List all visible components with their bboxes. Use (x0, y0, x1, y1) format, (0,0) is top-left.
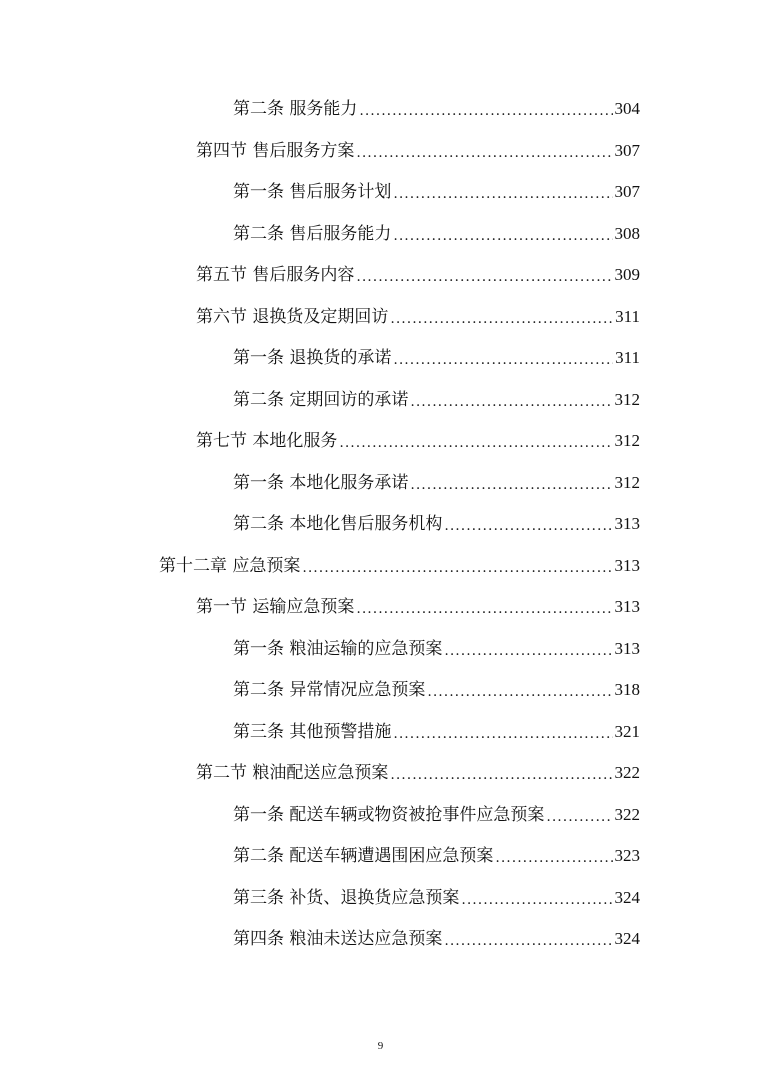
toc-entry-page: 309 (614, 265, 640, 284)
toc-entry[interactable] (196, 595, 640, 619)
toc-entry[interactable] (233, 471, 640, 495)
toc-entry[interactable] (233, 844, 640, 868)
toc-entry-title: 第七节 本地化服务 (196, 431, 338, 451)
toc-entry-title: 第四条 粮油未送达应急预案 (233, 929, 443, 949)
toc-leader-dots (393, 184, 612, 204)
toc-entry-title: 第三条 其他预警措施 (233, 722, 392, 742)
toc-entry[interactable] (233, 803, 640, 827)
toc-leader-dots (427, 682, 612, 702)
toc-leader-dots (390, 309, 613, 329)
toc-leader-dots (444, 516, 612, 536)
toc-entry[interactable] (233, 346, 640, 370)
toc-entry[interactable] (233, 97, 640, 121)
toc-entry[interactable] (159, 554, 640, 578)
toc-entry-title: 第二条 本地化售后服务机构 (233, 514, 443, 534)
toc-entry-title: 第四节 售后服务方案 (196, 141, 355, 161)
toc-entry-title: 第三条 补货、退换货应急预案 (233, 888, 460, 908)
toc-entry-title: 第二条 配送车辆遭遇围困应急预案 (233, 846, 494, 866)
toc-entry-page: 313 (614, 597, 640, 616)
toc-leader-dots (302, 558, 612, 578)
toc-entry-title: 第一节 运输应急预案 (196, 597, 355, 617)
toc-leader-dots (356, 143, 612, 163)
toc-leader-dots (444, 641, 612, 661)
toc-entry[interactable] (196, 761, 640, 785)
toc-entry-title: 第二条 异常情况应急预案 (233, 680, 426, 700)
toc-entry-title: 第二条 售后服务能力 (233, 224, 392, 244)
toc-entry-title: 第十二章 应急预案 (159, 556, 301, 576)
toc-leader-dots (393, 724, 612, 744)
toc-entry[interactable] (233, 637, 640, 661)
toc-entry-title: 第二节 粮油配送应急预案 (196, 763, 389, 783)
toc-entry-page: 307 (614, 182, 640, 201)
toc-entry-page: 313 (614, 514, 640, 533)
toc-entry-page: 312 (614, 473, 640, 492)
toc-entry-page: 307 (614, 141, 640, 160)
toc-leader-dots (495, 848, 612, 868)
page-number: 9 (377, 1040, 384, 1052)
toc-entry-title: 第一条 售后服务计划 (233, 182, 392, 202)
toc-leader-dots (393, 350, 613, 370)
toc-leader-dots (444, 931, 612, 951)
toc-leader-dots (461, 890, 612, 910)
toc-entry[interactable] (196, 429, 640, 453)
toc-leader-dots (393, 226, 612, 246)
toc-entry-page: 311 (615, 307, 640, 326)
toc-entry[interactable] (233, 886, 640, 910)
toc-entry-page: 324 (614, 888, 640, 907)
toc-entry[interactable] (233, 512, 640, 536)
toc-entry-title: 第一条 本地化服务承诺 (233, 473, 409, 493)
toc-entry-title: 第一条 粮油运输的应急预案 (233, 639, 443, 659)
toc-entry-title: 第五节 售后服务内容 (196, 265, 355, 285)
toc-entry-title: 第二条 定期回访的承诺 (233, 390, 409, 410)
toc-leader-dots (339, 433, 612, 453)
toc-entry[interactable] (196, 263, 640, 287)
toc-entry-title: 第六节 退换货及定期回访 (196, 307, 389, 327)
toc-entry[interactable] (233, 927, 640, 951)
toc-entry[interactable] (233, 222, 640, 246)
toc-entry-page: 324 (614, 929, 640, 948)
toc-entry-page: 312 (614, 390, 640, 409)
toc-entry-page: 321 (614, 722, 640, 741)
toc-entry-title: 第二条 服务能力 (233, 99, 358, 119)
toc-entry-page: 318 (614, 680, 640, 699)
toc-leader-dots (356, 267, 612, 287)
toc-entry-page: 308 (614, 224, 640, 243)
toc-entry-page: 323 (614, 846, 640, 865)
toc-entry-page: 322 (614, 763, 640, 782)
toc-leader-dots (546, 807, 612, 827)
toc-entry-page: 313 (614, 639, 640, 658)
toc-entry[interactable] (196, 305, 640, 329)
toc-entry-page: 322 (614, 805, 640, 824)
toc-entry-page: 311 (615, 348, 640, 367)
toc-entry-page: 313 (614, 556, 640, 575)
toc-entry[interactable] (196, 139, 640, 163)
toc-leader-dots (356, 599, 612, 619)
toc-entry-page: 312 (614, 431, 640, 450)
toc-entry-title: 第一条 退换货的承诺 (233, 348, 392, 368)
toc-entry[interactable] (233, 678, 640, 702)
toc-leader-dots (410, 475, 612, 495)
toc-entry[interactable] (233, 720, 640, 744)
toc-entry[interactable] (233, 388, 640, 412)
toc-entry[interactable] (233, 180, 640, 204)
toc-leader-dots (359, 101, 612, 121)
toc-leader-dots (390, 765, 612, 785)
toc-entry-page: 304 (614, 99, 640, 118)
toc-leader-dots (410, 392, 612, 412)
toc-entry-title: 第一条 配送车辆或物资被抢事件应急预案 (233, 805, 545, 825)
